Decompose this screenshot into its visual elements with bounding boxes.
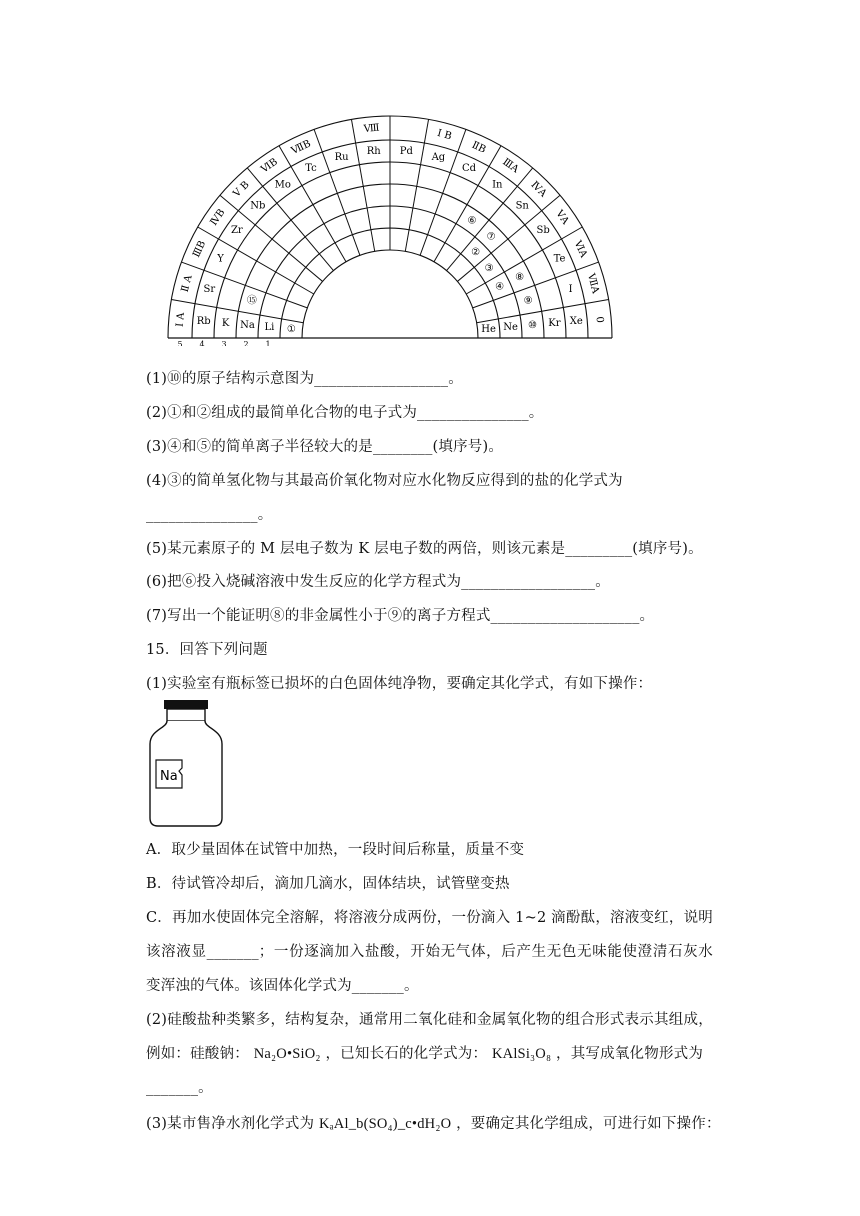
question-15-2-line2	[146, 1042, 703, 1063]
element-cell-label: ③	[484, 263, 494, 275]
group-header-label: ⅤA	[553, 208, 571, 227]
group-header-label: Ⅴ B	[231, 179, 252, 200]
group-header-label: Ⅰ A	[174, 312, 187, 328]
group-header-label: ⅦA	[584, 272, 601, 295]
element-cell-label: In	[492, 179, 503, 191]
group-header-label: ⅣA	[528, 179, 549, 200]
element-cell-label: Mo	[274, 179, 291, 191]
question-14-7: (7)写出一个能证明⑧的非金属性小于⑨的离子方程式____________________。	[146, 608, 655, 624]
periodic-table-fan-figure	[145, 76, 645, 346]
question-14-5: (5)某元素原子的 M 层电子数为 K 层电子数的两倍，则该元素是_________(填序号)。	[146, 541, 703, 557]
group-header-label: Ⅷ	[363, 122, 381, 135]
question-14-1: (1)⑩的原子结构示意图为__________________。	[146, 371, 463, 387]
step-c-line2: 该溶液显_______；一份逐滴加入盐酸，开始无气体，后产生无色无味能使澄清石灰水	[146, 944, 713, 960]
period-number-label: 4	[199, 340, 205, 346]
period-number-label: 1	[265, 340, 271, 346]
question-15-title: 15．回答下列问题	[146, 642, 268, 658]
question-15-2-blank: _______。	[146, 1080, 213, 1096]
element-cell-label: Kr	[548, 318, 561, 330]
group-header-label: ⅢB	[191, 239, 209, 260]
fan-divider	[181, 262, 307, 308]
group-header-label: ⅥA	[571, 239, 589, 260]
q15-2-middle: ，已知长石的化学式为：	[325, 1046, 488, 1062]
element-cell-label: He	[481, 323, 496, 335]
fan-arc	[302, 250, 478, 338]
step-c-line1: C．再加水使固体完全溶解，将溶液分成两份，一份滴入 1~2 滴酚酞，溶液变红，说明	[146, 910, 713, 926]
element-cell-label: Tc	[305, 163, 317, 175]
element-cell-label: Li	[264, 321, 275, 333]
element-cell-label: Sb	[536, 225, 550, 237]
q15-3-suffix: ，要确定其化学组成，可进行如下操作：	[456, 1116, 721, 1132]
bottle-label-text: Na	[160, 769, 178, 784]
question-14-2: (2)①和②组成的最简单化合物的电子式为_______________。	[146, 405, 544, 421]
group-header-label: 0	[593, 316, 605, 324]
sodium-silicate-formula: Na₂O•SiO₂	[253, 1046, 321, 1062]
question-15-3	[146, 1112, 721, 1133]
group-header-label: ⅣB	[208, 207, 228, 228]
reagent-bottle-figure	[146, 698, 226, 830]
element-cell-label: Nb	[250, 200, 266, 212]
element-cell-label: Cd	[461, 163, 477, 175]
bottle-cap	[164, 700, 208, 709]
element-cell-label: ⑮	[246, 295, 257, 307]
element-cell-label: ⑩	[527, 320, 537, 332]
q15-2-prefix: 例如：硅酸钠：	[146, 1046, 249, 1062]
element-cell-label: Pd	[399, 146, 413, 158]
element-cell-label: Rh	[366, 146, 381, 158]
element-cell-label: ⑧	[515, 272, 525, 284]
element-cell-label: I	[568, 284, 573, 296]
period-number-label: 2	[243, 340, 249, 346]
element-cell-label: ⑨	[523, 295, 533, 307]
fan-divider	[314, 129, 360, 255]
element-cell-label: Sr	[203, 284, 216, 296]
question-15-1: (1)实验室有瓶标签已损坏的白色固体纯净物，要确定其化学式，有如下操作：	[146, 676, 653, 692]
element-cell-label: ⑥	[467, 215, 477, 227]
group-header-label: ⅢA	[500, 156, 521, 176]
element-cell-label: Ag	[431, 151, 446, 163]
question-14-3: (3)④和⑤的简单离子半径较大的是________(填序号)。	[146, 439, 504, 455]
step-a: A．取少量固体在试管中加热，一段时间后称量，质量不变	[146, 842, 525, 858]
group-header-label: ⅦB	[289, 138, 313, 157]
element-cell-label: ⑦	[486, 231, 496, 243]
element-cell-label: ④	[495, 281, 505, 293]
step-b: B．待试管冷却后，滴加几滴水，固体结块，试管壁变热	[146, 876, 510, 892]
group-header-label: Ⅰ B	[435, 127, 453, 143]
question-14-4: (4)③的简单氢化物与其最高价氧化物对应水化物反应得到的盐的化学式为	[146, 473, 623, 489]
group-header-label: ⅡB	[470, 139, 488, 156]
element-cell-label: Te	[553, 253, 566, 265]
bottle-neck	[167, 709, 205, 721]
step-c-line3: 变浑浊的气体。该固体化学式为_______。	[146, 978, 419, 994]
element-cell-label: K	[221, 318, 230, 330]
fan-divider	[420, 129, 466, 255]
group-header-label: ⅥB	[259, 156, 280, 176]
period-number-label: 3	[221, 340, 227, 346]
period-number-label: 5	[177, 340, 183, 346]
group-header-label: Ⅱ A	[179, 273, 195, 294]
feldspar-formula: KAlSi₃O₈	[491, 1046, 552, 1062]
element-cell-label: Xe	[569, 316, 583, 328]
element-cell-label: Zr	[230, 225, 243, 237]
element-cell-label: Rb	[196, 316, 211, 328]
element-cell-label: Sn	[515, 200, 529, 212]
question-14-6: (6)把⑥投入烧碱溶液中发生反应的化学方程式为__________________。	[146, 574, 610, 590]
element-cell-label: ②	[471, 246, 481, 258]
question-14-4-blank: _______________。	[146, 507, 273, 523]
q15-3-prefix: (3)某市售净水剂化学式为	[146, 1116, 315, 1132]
element-cell-label: Ne	[503, 321, 518, 333]
element-cell-label: Na	[240, 320, 255, 332]
element-cell-label: ①	[286, 323, 296, 335]
element-cell-label: Ru	[334, 151, 349, 163]
question-15-2-line1: (2)硅酸盐种类繁多，结构复杂，通常用二氧化硅和金属氧化物的组合形式表示其组成，	[146, 1012, 713, 1028]
element-cell-label: Y	[217, 253, 224, 265]
q15-2-suffix: ，其写成氧化物形式为	[556, 1046, 704, 1062]
water-purifier-formula: KₐAl_b(SO₄)_c•dH₂O	[318, 1116, 452, 1132]
